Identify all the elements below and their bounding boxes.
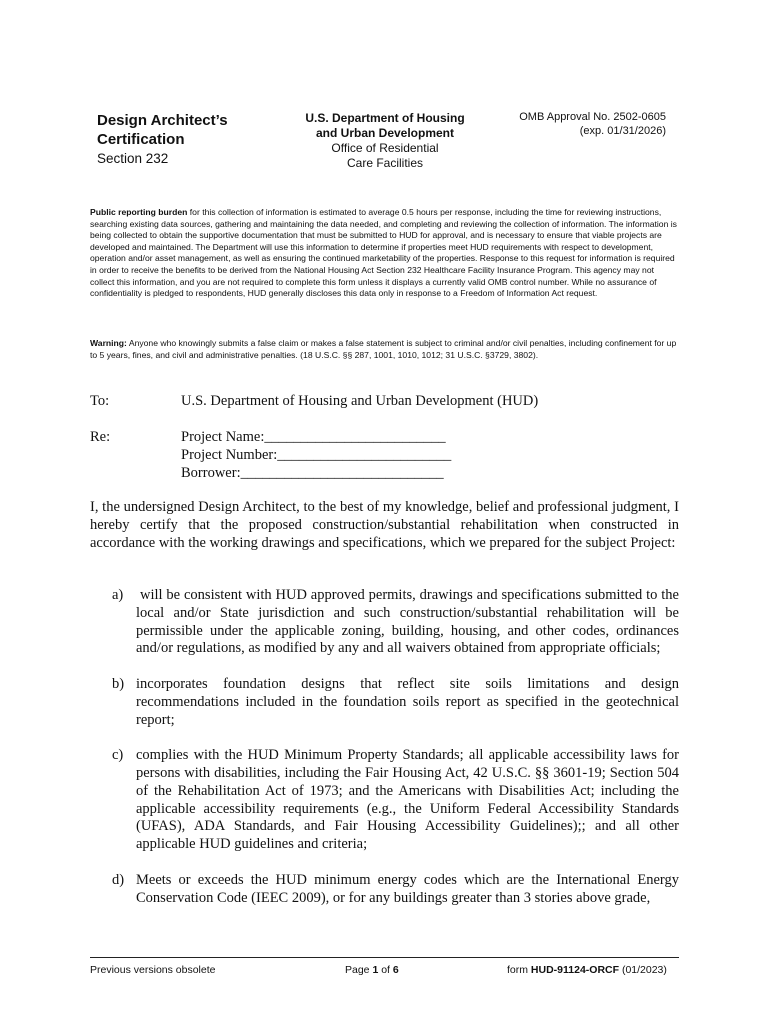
certification-items (90, 587, 679, 925)
item-marker: d) (112, 871, 125, 888)
certification-intro: I, the undersigned Design Architect, to the best of my knowledge, belief and professional judgment, I hereby certify that the proposed construction/substantial rehabilitation when constructed in accordance with the working drawings and specifications, which we prepared for the subject Project: (90, 499, 679, 551)
office-line-1: Office of Residential (331, 141, 439, 155)
project-name-field[interactable]: Project Name:_________________________ (181, 429, 446, 445)
certification-item-a (90, 587, 679, 658)
footer-form-id: form HUD-91124-ORCF (01/2023) (507, 964, 667, 976)
item-text: complies with the HUD Minimum Property Standards; all applicable accessibility laws for persons with disabilities, including the Fair Housing Act, 42 U.S.C. §§ 3601-19; Section 504 of the Rehabilitation Act of 1973; and the Americans with Disabilities Act; including the applicable accessibility requirements (e.g., the Uniform Federal Accessibility Standards (UFAS), ADA Standards, and Fair Housing Accessibility Guidelines);; and all other applicable HUD guidelines and criteria; (136, 747, 679, 853)
warning-statement (90, 338, 679, 361)
footer-previous-versions: Previous versions obsolete (90, 964, 216, 976)
form-number: HUD-91124-ORCF (530, 964, 620, 976)
footer-divider (90, 957, 679, 958)
burden-label: Public reporting burden (90, 207, 188, 217)
item-marker: b) (112, 675, 125, 692)
form-section: Section 232 (97, 151, 169, 166)
project-number-field[interactable]: Project Number:________________________ (181, 447, 452, 463)
form-title-block (97, 111, 287, 167)
agency-line-2: and Urban Development (315, 126, 455, 140)
to-label: To: (90, 393, 110, 409)
item-marker: c) (112, 747, 124, 764)
omb-number: OMB Approval No. 2502-0605 (519, 111, 666, 123)
form-title: Design Architect’s Certification (97, 112, 228, 148)
item-text: incorporates foundation designs that reflect site soils limitations and design recommendations included in the foundation soils report as specified in the geotechnical report; (136, 675, 679, 728)
warning-label: Warning: (90, 338, 127, 348)
office-line-2: Care Facilities (346, 156, 424, 170)
total-pages: 6 (392, 964, 399, 976)
item-text: Meets or exceeds the HUD minimum energy codes which are the International Energy Conservation Code (IEEC 2009), or for any buildings greater than 3 stories above grade, (136, 871, 679, 906)
current-page: 1 (372, 964, 379, 976)
footer-page-number: Page 1 of 6 (345, 964, 399, 976)
public-reporting-burden (90, 207, 679, 300)
item-marker: a) (112, 587, 124, 603)
item-text: will be consistent with HUD approved permits, drawings and specifications submitted to the local and/or State jurisdiction and such construction/substantial rehabilitation will be permissible under the applicable zoning, building, housing, and other codes, ordinances and/or regulations, as modified by any and all waivers obtained from appropriate officials; (136, 587, 679, 657)
agency-block (290, 111, 480, 171)
burden-text: for this collection of information is estimated to average 0.5 hours per response, including the time for reviewing instructions, searching existing data sources, gathering and maintaining the data needed, and completing and reviewing the collection of information. The information is being collected to obtain the supportive documentation that must be submitted to HUD for approval, and is necessary to ensure that viable projects are developed and maintained. The Department will use this information to determine if properties meet HUD requirements with respect to development, operation and/or asset management, as well as ensuring the continued marketability of the properties. Response to this request for information is required in order to receive the benefits to be derived from the National Housing Act Section 232 Healthcare Facility Insurance Program. This agency may not collect this information, and you are not required to complete this form unless it displays a currently valid OMB control number. While no assurance of confidentiality is pledged to respondents, HUD generally discloses this data only in response to a Freedom of Information Act request. (90, 207, 677, 299)
re-label: Re: (90, 429, 111, 445)
omb-approval-block (500, 110, 666, 138)
to-value: U.S. Department of Housing and Urban Development (HUD) (181, 393, 539, 409)
borrower-field[interactable]: Borrower:____________________________ (181, 465, 444, 481)
warning-text: Anyone who knowingly submits a false claim or makes a false statement is subject to criminal and/or civil penalties, including confinement for up to 5 years, fines, and civil and administrative penalties. (18 U.S.C. §§ 287, 1001, 1010, 1012; 31 U.S.C. §3729, 3802). (90, 338, 677, 360)
omb-expiration: (exp. 01/31/2026) (579, 125, 666, 137)
certification-item-d (90, 872, 679, 908)
agency-line-1: U.S. Department of Housing (305, 111, 465, 125)
certification-item-c (90, 747, 679, 854)
form-date: (01/2023) (619, 964, 667, 976)
re-fields (181, 428, 451, 482)
certification-item-b (90, 676, 679, 729)
